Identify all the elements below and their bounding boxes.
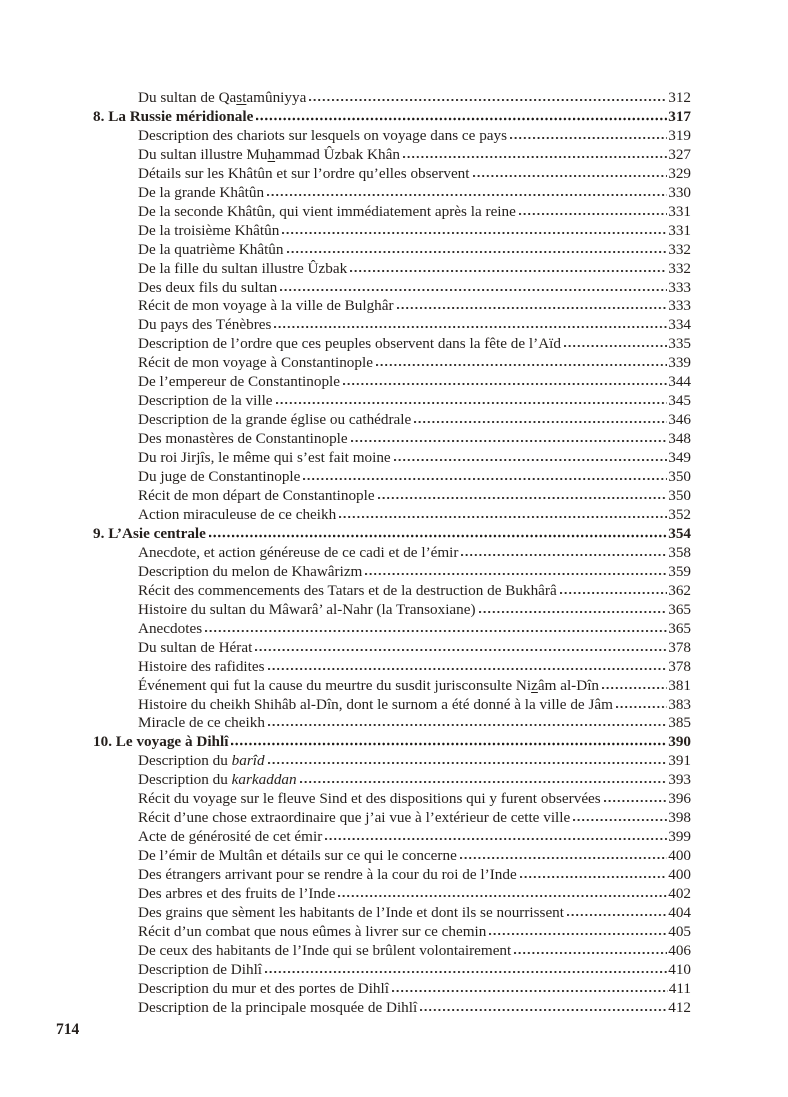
dot-leader [479, 610, 668, 614]
toc-entry-page-number: 411 [668, 979, 691, 997]
toc-entry-title: Histoire des rafidites [138, 657, 265, 675]
toc-entry-page-number: 349 [668, 449, 691, 467]
toc-entry-title: Des grains que sèment les habitants de l’Inde et dont ils se nourrissent [138, 903, 564, 921]
toc-entry-title: De ceux des habitants de l’Inde qui se brûlent volontairement [138, 941, 512, 959]
toc-entry [93, 487, 691, 506]
toc-entry-title: De la seconde Khâtûn, qui vient immédiatement après la reine [138, 202, 516, 220]
toc-entry-title: De la quatrième Khâtûn [138, 240, 284, 258]
toc-entry-page-number: 327 [668, 145, 691, 163]
dot-leader [461, 553, 667, 557]
toc-entry-title: Description des chariots sur lesquels on voyage dans ce pays [138, 126, 508, 144]
toc-entry-title: Description de la ville [138, 392, 273, 410]
toc-entry [93, 506, 691, 525]
toc-entry [93, 127, 691, 146]
dot-leader [519, 212, 667, 216]
toc-entry-page-number: 393 [668, 771, 691, 789]
toc-entry-page-number: 350 [668, 468, 691, 486]
dot-leader [231, 742, 667, 746]
toc-entry [93, 771, 691, 790]
toc-entry-title: Miracle de ce cheikh [138, 714, 265, 732]
toc-entry [93, 146, 691, 165]
toc-entry-title: Description du barîd [138, 752, 265, 770]
toc-entry-page-number: 312 [668, 89, 691, 106]
toc-entry-title: 10. Le voyage à Dihlî [93, 733, 229, 751]
toc-entry-page-number: 383 [668, 695, 691, 713]
toc-entry-title: Récit d’une chose extraordinaire que j’ai vue à l’extérieur de cette ville [138, 809, 571, 827]
dot-leader [560, 591, 668, 595]
toc-entry [93, 658, 691, 677]
toc-entry [93, 696, 691, 715]
toc-entry [93, 449, 691, 468]
toc-entry [93, 222, 691, 241]
dot-leader [351, 439, 668, 443]
toc-entry-page-number: 404 [668, 903, 691, 921]
dot-leader [267, 193, 667, 197]
dot-leader [604, 799, 668, 803]
toc-entry [93, 354, 691, 373]
toc-entry-page-number: 365 [668, 619, 691, 637]
toc-entry-page-number: 352 [668, 505, 691, 523]
toc-entry-page-number: 319 [668, 126, 691, 144]
toc-entry-page-number: 331 [668, 221, 691, 239]
dot-leader [265, 970, 667, 974]
toc-entry-title: Du pays des Ténèbres [138, 316, 272, 334]
dot-leader [338, 894, 667, 898]
toc-entry [93, 335, 691, 354]
dot-leader [489, 932, 667, 936]
dot-leader [303, 477, 667, 481]
page-number-footer: 714 [56, 1021, 80, 1038]
dot-leader [365, 572, 667, 576]
toc-entry-page-number: 339 [668, 354, 691, 372]
toc-entry-page-number: 399 [668, 828, 691, 846]
toc-entry-page-number: 334 [668, 316, 691, 334]
toc-entry-page-number: 400 [668, 847, 691, 865]
toc-entry-title: Action miraculeuse de ce cheikh [138, 505, 337, 523]
toc-entry-title: Description du mur et des portes de Dihlî [138, 979, 389, 997]
dot-leader [460, 856, 667, 860]
toc-entry [93, 866, 691, 885]
toc-entry-page-number: 381 [668, 676, 691, 694]
toc-entry-page-number: 333 [668, 278, 691, 296]
toc-entry-page-number: 406 [668, 941, 691, 959]
dot-leader [403, 155, 667, 159]
dot-leader [256, 117, 667, 121]
toc-entry-title: Du juge de Constantinople [138, 468, 301, 486]
toc-entry [93, 942, 691, 961]
dot-leader [567, 913, 667, 917]
dot-leader [268, 667, 668, 671]
toc-entry-title: Description du melon de Khawârizm [138, 562, 363, 580]
dot-leader [376, 363, 667, 367]
toc-entry-title: Récit de mon voyage à la ville de Bulghâr [138, 297, 394, 315]
dot-leader [325, 837, 667, 841]
toc-entry [93, 184, 691, 203]
toc-entry [93, 752, 691, 771]
dot-leader [276, 401, 668, 405]
toc-entry [93, 563, 691, 582]
toc-entry-title: Du sultan de Qastamûniyya [138, 89, 307, 106]
toc-section-header [93, 525, 691, 544]
toc-entry-title: Histoire du sultan du Mâwarâ’ al-Nahr (la Transoxiane) [138, 600, 476, 618]
toc-entry-title: Du sultan de Hérat [138, 638, 253, 656]
toc-entry-page-number: 345 [668, 392, 691, 410]
toc-entry-title: Des deux fils du sultan [138, 278, 278, 296]
toc-entry-page-number: 330 [668, 183, 691, 201]
toc-entry-page-number: 348 [668, 430, 691, 448]
toc-entry-title: Des arbres et des fruits de l’Inde [138, 885, 336, 903]
toc-entry-page-number: 400 [668, 866, 691, 884]
toc-entry [93, 544, 691, 563]
toc-entry-title: Récit du voyage sur le fleuve Sind et des dispositions qui y furent observées [138, 790, 601, 808]
toc-entry-page-number: 331 [668, 202, 691, 220]
toc-entry-title: 8. La Russie méridionale [93, 107, 254, 125]
dot-leader [209, 534, 667, 538]
dot-leader [274, 325, 667, 329]
toc-entry-page-number: 329 [668, 164, 691, 182]
toc-section-header [93, 733, 691, 752]
toc-entry-page-number: 412 [668, 998, 691, 1016]
toc-entry-title: Récit d’un combat que nous eûmes à livrer sur ce chemin [138, 922, 487, 940]
toc-entry-title: Anecdotes [138, 619, 203, 637]
toc-entry [93, 316, 691, 335]
dot-leader [414, 420, 667, 424]
dot-leader [394, 458, 668, 462]
toc-entry [93, 260, 691, 279]
dot-leader [309, 98, 667, 102]
dot-leader [420, 1008, 667, 1012]
dot-leader [268, 723, 667, 727]
toc-entry [93, 999, 691, 1018]
dot-leader [268, 761, 668, 765]
toc-entry [93, 885, 691, 904]
table-of-contents [93, 89, 691, 1018]
toc-entry [93, 203, 691, 222]
dot-leader [378, 496, 668, 500]
toc-entry-title: De la troisième Khâtûn [138, 221, 280, 239]
toc-entry-page-number: 335 [668, 335, 691, 353]
toc-entry [93, 373, 691, 392]
toc-entry [93, 392, 691, 411]
toc-entry-title: Événement qui fut la cause du meurtre du susdit jurisconsulte Nizâm al-Dîn [138, 676, 600, 694]
toc-entry [93, 620, 691, 639]
toc-entry-page-number: 354 [668, 524, 691, 542]
toc-entry [93, 411, 691, 430]
toc-section-header [93, 108, 691, 127]
toc-entry [93, 790, 691, 809]
toc-entry-title: 9. L’Asie centrale [93, 524, 206, 542]
toc-entry-title: Acte de générosité de cet émir [138, 828, 323, 846]
toc-entry [93, 961, 691, 980]
dot-leader [510, 136, 667, 140]
dot-leader [564, 344, 667, 348]
toc-entry [93, 582, 691, 601]
toc-entry [93, 847, 691, 866]
toc-entry-page-number: 385 [668, 714, 691, 732]
toc-entry-page-number: 332 [668, 240, 691, 258]
toc-entry-page-number: 359 [668, 562, 691, 580]
toc-entry-title: Anecdote, et action généreuse de ce cadi et de l’émir [138, 543, 459, 561]
toc-entry-page-number: 410 [668, 960, 691, 978]
dot-leader [339, 515, 667, 519]
dot-leader [392, 989, 668, 993]
dot-leader [205, 629, 667, 633]
toc-entry [93, 430, 691, 449]
toc-entry-page-number: 396 [668, 790, 691, 808]
toc-entry-title: Détails sur les Khâtûn et sur l’ordre qu’elles observent [138, 164, 470, 182]
toc-entry [93, 165, 691, 184]
toc-entry [93, 980, 691, 999]
toc-entry-title: Du roi Jirjîs, le même qui s’est fait moine [138, 449, 391, 467]
toc-entry-title: Récit de mon départ de Constantinople [138, 487, 375, 505]
toc-entry-title: De l’émir de Multân et détails sur ce qui le concerne [138, 847, 457, 865]
dot-leader [255, 648, 667, 652]
toc-entry-title: Des étrangers arrivant pour se rendre à la cour du roi de l’Inde [138, 866, 517, 884]
dot-leader [616, 705, 667, 709]
toc-entry-page-number: 391 [668, 752, 691, 770]
dot-leader [280, 288, 667, 292]
toc-entry [93, 904, 691, 923]
toc-entry [93, 828, 691, 847]
toc-entry [93, 468, 691, 487]
toc-entry-page-number: 358 [668, 543, 691, 561]
toc-entry-page-number: 350 [668, 487, 691, 505]
toc-entry-title: Histoire du cheikh Shihâb al-Dîn, dont le surnom a été donné à la ville de Jâm [138, 695, 613, 713]
toc-entry-title: Récit des commencements des Tatars et de la destruction de Bukhârâ [138, 581, 557, 599]
toc-entry-page-number: 405 [668, 922, 691, 940]
dot-leader [287, 250, 668, 254]
toc-entry [93, 297, 691, 316]
toc-entry-title: Récit de mon voyage à Constantinople [138, 354, 373, 372]
toc-entry-page-number: 378 [668, 657, 691, 675]
toc-entry-page-number: 317 [668, 107, 691, 125]
dot-leader [282, 231, 667, 235]
toc-entry-title: Description de Dihlî [138, 960, 263, 978]
toc-entry [93, 279, 691, 298]
toc-entry [93, 601, 691, 620]
toc-entry-page-number: 344 [668, 373, 691, 391]
toc-entry [93, 923, 691, 942]
dot-leader [343, 382, 667, 386]
dot-leader [514, 951, 667, 955]
toc-entry-title: De l’empereur de Constantinople [138, 373, 341, 391]
toc-entry-page-number: 362 [668, 581, 691, 599]
toc-entry-page-number: 398 [668, 809, 691, 827]
toc-entry-title: Description de l’ordre que ces peuples observent dans la fête de l’Aïd [138, 335, 561, 353]
toc-entry [93, 714, 691, 733]
toc-entry-page-number: 402 [668, 885, 691, 903]
dot-leader [602, 686, 667, 690]
toc-entry-page-number: 333 [668, 297, 691, 315]
toc-entry-page-number: 346 [668, 411, 691, 429]
toc-entry-page-number: 378 [668, 638, 691, 656]
toc-entry-page-number: 365 [668, 600, 691, 618]
dot-leader [350, 269, 667, 273]
toc-entry-title: De la grande Khâtûn [138, 183, 265, 201]
toc-entry-title: Description du karkaddan [138, 771, 297, 789]
dot-leader [473, 174, 668, 178]
toc-entry-page-number: 332 [668, 259, 691, 277]
toc-entry-page-number: 390 [668, 733, 691, 751]
dot-leader [573, 818, 667, 822]
toc-entry [93, 809, 691, 828]
toc-entry-title: De la fille du sultan illustre Ûzbak [138, 259, 348, 277]
toc-entry [93, 89, 691, 108]
toc-entry [93, 677, 691, 696]
toc-entry [93, 241, 691, 260]
toc-entry-title: Des monastères de Constantinople [138, 430, 348, 448]
dot-leader [397, 306, 668, 310]
toc-entry [93, 639, 691, 658]
toc-entry-title: Description de la grande église ou cathédrale [138, 411, 412, 429]
dot-leader [300, 780, 668, 784]
toc-entry-title: Description de la principale mosquée de Dihlî [138, 998, 418, 1016]
dot-leader [520, 875, 668, 879]
toc-entry-title: Du sultan illustre Muhammad Ûzbak Khân [138, 145, 400, 163]
